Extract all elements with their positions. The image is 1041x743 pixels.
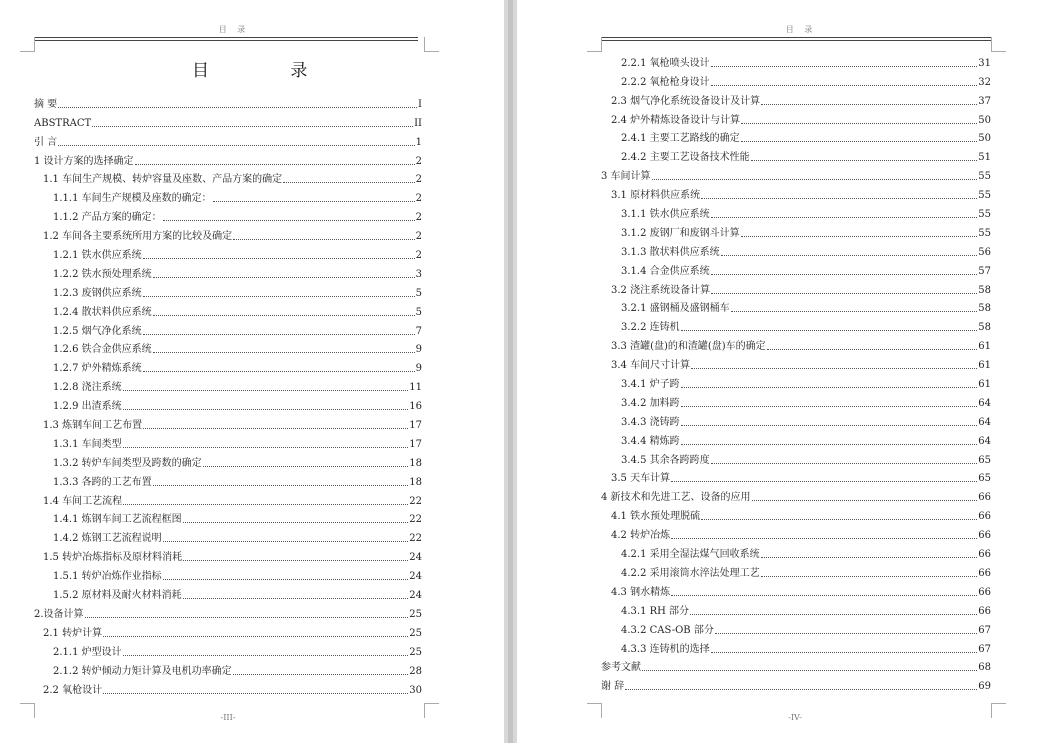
dot-leader (153, 352, 415, 353)
toc-entry[interactable] (34, 583, 422, 602)
toc-entry-title: 3.2 浇注系统设备计算 (611, 284, 711, 296)
dot-leader (183, 598, 409, 599)
toc-entry[interactable] (601, 504, 991, 523)
toc-entry-title: 2.2.2 氧枪枪身设计 (621, 76, 710, 88)
dot-leader (681, 330, 978, 331)
toc-entry-page: 5 (415, 306, 422, 318)
corner-mark (20, 703, 35, 718)
toc-entry-page: 56 (978, 246, 991, 258)
toc-entry-page: 61 (978, 360, 991, 372)
toc-entry[interactable] (601, 89, 991, 108)
toc-entry[interactable] (34, 470, 422, 489)
toc-entry-page: 61 (978, 341, 991, 353)
dot-leader (741, 123, 977, 124)
dot-leader (143, 334, 415, 335)
dot-leader (761, 104, 977, 105)
dot-leader (731, 311, 978, 312)
toc-entry-title: 1.3.2 转炉车间类型及跨数的确定 (53, 457, 202, 469)
toc-entry-title: 2.设备计算 (34, 608, 84, 620)
toc-entry-page: 57 (978, 265, 991, 277)
toc-entry-title: 3.4.1 炉子跨 (621, 379, 680, 391)
dot-leader (681, 387, 978, 388)
toc-entry[interactable] (601, 334, 991, 353)
toc-entry-page: 55 (978, 209, 991, 221)
toc-entry-page: 22 (409, 533, 422, 545)
dot-leader (681, 425, 978, 426)
dot-leader (183, 522, 409, 523)
toc-entry[interactable] (34, 621, 422, 640)
toc-entry-title: 1.4 车间工艺流程 (43, 495, 123, 507)
corner-mark (587, 703, 602, 718)
corner-mark (424, 703, 439, 718)
toc-entry[interactable] (601, 391, 991, 410)
toc-entry-page: II (414, 117, 422, 129)
dot-leader (715, 633, 977, 634)
toc-entry[interactable] (34, 413, 422, 432)
dot-leader (701, 198, 977, 199)
corner-mark (991, 37, 1006, 52)
toc-entry-title: 3.1 原材料供应系统 (611, 190, 701, 202)
toc-entry-page: 18 (409, 476, 422, 488)
dot-leader (123, 504, 408, 505)
toc-entry-page: 2 (415, 193, 422, 205)
dot-leader (761, 576, 978, 577)
toc-entry-page: 9 (415, 344, 422, 356)
toc-entry-title: 谢 辞 (601, 681, 625, 693)
page-number-footer: -III- (220, 713, 236, 722)
toc-entry-page: 7 (415, 325, 422, 337)
toc-entry-title: 1.3 炼钢车间工艺布置 (43, 420, 143, 432)
dot-leader (203, 466, 409, 467)
dot-leader (135, 164, 415, 165)
toc-entry-page: 22 (409, 495, 422, 507)
left-page (0, 0, 504, 743)
toc-entry[interactable] (34, 375, 422, 394)
toc-entry[interactable] (34, 224, 422, 243)
toc-entry[interactable] (34, 168, 422, 187)
toc-entry[interactable] (34, 319, 422, 338)
dot-leader (767, 349, 978, 350)
toc-entry-title: 1.2.2 铁水预处理系统 (53, 268, 152, 280)
toc-entry-page: 58 (978, 284, 991, 296)
toc-entry-title: 4.3.1 RH 部分 (621, 605, 690, 617)
header-rule (601, 40, 991, 41)
toc-entry[interactable] (34, 489, 422, 508)
toc-entry-page: 66 (978, 511, 991, 523)
toc-entry-title: 1.1 车间生产规模、转炉容量及座数、产品方案的确定 (43, 174, 283, 186)
toc-entry-title: 3 车间计算 (601, 171, 651, 183)
toc-entry-title: 引 言 (34, 136, 58, 148)
toc-entry-page: 64 (978, 416, 991, 428)
toc-entry-page: 55 (978, 171, 991, 183)
dot-leader (58, 107, 417, 108)
toc-entry[interactable] (34, 205, 422, 224)
toc-entry[interactable] (34, 338, 422, 357)
toc-entry-page: 66 (978, 492, 991, 504)
corner-mark (991, 703, 1006, 718)
toc-entry-page: 65 (978, 454, 991, 466)
toc-entry[interactable] (34, 545, 422, 564)
toc-entry[interactable] (601, 580, 991, 599)
toc-entry-page: 2 (415, 174, 422, 186)
toc-entry[interactable] (601, 259, 991, 278)
toc-entry-page: 68 (978, 662, 991, 674)
toc-entry-page: 18 (409, 457, 422, 469)
toc-entry[interactable] (601, 372, 991, 391)
toc-entry-page: 24 (409, 590, 422, 602)
header-rule (34, 40, 418, 41)
toc-entry[interactable] (601, 467, 991, 486)
toc-entry-page: 17 (409, 438, 422, 450)
dot-leader (85, 617, 409, 618)
toc-entry[interactable] (601, 561, 991, 580)
toc-entry-title: 2.4 炉外精炼设备设计与计算 (611, 114, 741, 126)
scrollbar[interactable] (508, 0, 513, 743)
toc-entry[interactable] (601, 202, 991, 221)
header-rule (601, 37, 991, 38)
toc-entry[interactable] (34, 186, 422, 205)
dot-leader (143, 371, 415, 372)
toc-entry-title: 1.2.7 炉外精炼系统 (53, 363, 142, 375)
toc-entry[interactable] (34, 300, 422, 319)
toc-entry[interactable] (34, 678, 422, 697)
toc-entry-title: 1.1.2 产品方案的确定： (53, 212, 162, 224)
toc-entry-title: 3.2.1 盛钢桶及盛钢桶车 (621, 303, 730, 315)
toc-entry[interactable] (601, 637, 991, 656)
toc-entry[interactable] (601, 429, 991, 448)
dot-leader (143, 296, 415, 297)
toc-entry-page: 64 (978, 397, 991, 409)
toc-entry-title: 3.4.5 其余各跨跨度 (621, 454, 710, 466)
toc-entry[interactable] (601, 599, 991, 618)
toc-entry-title: 1.4.2 炼钢工艺流程说明 (53, 533, 162, 545)
toc-entry[interactable] (34, 111, 422, 130)
toc-entry-title: 1 设计方案的选择确定 (34, 155, 134, 167)
toc-entry[interactable] (34, 356, 422, 375)
toc-entry[interactable] (34, 243, 422, 262)
toc-entry-title: 2.2 氧枪设计 (43, 684, 103, 696)
dot-leader (625, 689, 977, 690)
toc-entry-page: 25 (409, 627, 422, 639)
toc-entry-page: 66 (978, 605, 991, 617)
toc-entry-title: 1.4.1 炼钢车间工艺流程框图 (53, 514, 182, 526)
toc-entry-page: 22 (409, 514, 422, 526)
toc-entry-page: 51 (978, 152, 991, 164)
toc-entry-title: 1.2.9 出渣系统 (53, 401, 122, 413)
toc-entry[interactable] (601, 315, 991, 334)
toc-entry-page: 55 (978, 227, 991, 239)
toc-entry-page: 66 (978, 586, 991, 598)
toc-entry-title: 2.1.1 炉型设计 (53, 646, 122, 658)
toc-entry[interactable] (601, 145, 991, 164)
dot-leader (642, 670, 977, 671)
toc-entry[interactable] (601, 108, 991, 127)
toc-entry[interactable] (601, 410, 991, 429)
toc-entry-title: 1.2.8 浇注系统 (53, 382, 122, 394)
dot-leader (652, 179, 978, 180)
toc-entry-page: 2 (415, 212, 422, 224)
toc-entry[interactable] (601, 164, 991, 183)
toc-entry[interactable] (601, 353, 991, 372)
toc-entry[interactable] (34, 659, 422, 678)
toc-entry-title: 2.4.1 主要工艺路线的确定 (621, 133, 740, 145)
dot-leader (103, 636, 408, 637)
dot-leader (123, 390, 409, 391)
dot-leader (123, 655, 409, 656)
toc-entry-page: 2 (415, 155, 422, 167)
toc-entry-page: 25 (409, 608, 422, 620)
toc-entry-title: 4.1 铁水预处理脱硫 (611, 511, 701, 523)
dot-leader (741, 141, 978, 142)
dot-leader (711, 274, 978, 275)
dot-leader (143, 428, 408, 429)
dot-leader (123, 409, 409, 410)
toc-entry-title: 3.1.4 合金供应系统 (621, 265, 710, 277)
toc-entry[interactable] (601, 656, 991, 675)
dot-leader (213, 201, 415, 202)
toc-entry[interactable] (34, 149, 422, 168)
dot-leader (711, 293, 977, 294)
toc-entry-title: 摘 要 (34, 98, 58, 110)
dot-leader (711, 66, 978, 67)
toc-entry-title: 1.5.1 转炉冶炼作业指标 (53, 571, 162, 583)
toc-entry-title: 3.4.2 加料跨 (621, 397, 680, 409)
toc-list (601, 51, 991, 693)
toc-entry-title: 1.2.3 废钢供应系统 (53, 287, 142, 299)
dot-leader (671, 481, 977, 482)
toc-entry-title: 3.1.3 散状料供应系统 (621, 246, 720, 258)
toc-entry-page: 55 (978, 190, 991, 202)
toc-entry-title: 1.3.1 车间类型 (53, 438, 122, 450)
dot-leader (163, 579, 409, 580)
toc-entry-title: 3.2.2 连铸机 (621, 322, 680, 334)
toc-entry-page: 24 (409, 571, 422, 583)
toc-entry[interactable] (34, 130, 422, 149)
corner-mark (587, 37, 602, 52)
dot-leader (103, 693, 408, 694)
dot-leader (691, 368, 977, 369)
corner-mark (20, 37, 35, 52)
toc-entry-title: 参考文献 (601, 662, 641, 674)
toc-entry-title: 4.3.2 CAS-OB 部分 (621, 624, 714, 636)
toc-entry-title: 1.2 车间各主要系统所用方案的比较及确定 (43, 231, 233, 243)
toc-entry[interactable] (34, 432, 422, 451)
toc-entry-page: 66 (978, 549, 991, 561)
corner-mark (424, 37, 439, 52)
toc-entry-title: 4.2 转炉冶炼 (611, 530, 671, 542)
toc-entry-page: 17 (409, 420, 422, 432)
toc-entry-page: 24 (409, 552, 422, 564)
toc-entry-title: 4 新技术和先进工艺、设备的应用 (601, 492, 751, 504)
dot-leader (711, 463, 978, 464)
toc-entry-title: 3.1.2 废钢厂和废钢斗计算 (621, 227, 740, 239)
toc-entry-title: 2.3 烟气净化系统设备设计及计算 (611, 95, 761, 107)
toc-entry[interactable] (34, 92, 422, 111)
toc-entry[interactable] (601, 618, 991, 637)
dot-leader (163, 220, 415, 221)
toc-entry[interactable] (34, 640, 422, 659)
toc-entry-page: 2 (415, 250, 422, 262)
toc-entry-title: 1.2.1 铁水供应系统 (53, 250, 142, 262)
toc-entry[interactable] (34, 602, 422, 621)
dot-leader (92, 126, 413, 127)
dot-leader (751, 160, 978, 161)
dot-leader (711, 652, 978, 653)
toc-entry[interactable] (601, 70, 991, 89)
toc-entry[interactable] (601, 221, 991, 240)
toc-entry[interactable] (601, 127, 991, 146)
toc-entry-title: 3.3 渣罐(盘)的和渣罐(盘)车的确定 (611, 341, 766, 353)
dot-leader (761, 557, 978, 558)
toc-entry-title: 4.3.3 连铸机的选择 (621, 643, 710, 655)
toc-entry-page: 58 (978, 322, 991, 334)
dot-leader (143, 258, 415, 259)
dot-leader (163, 541, 409, 542)
toc-entry-page: 58 (978, 303, 991, 315)
toc-entry-title: 2.2.1 氧枪喷头设计 (621, 57, 710, 69)
toc-entry[interactable] (601, 183, 991, 202)
dot-leader (153, 485, 409, 486)
toc-entry[interactable] (601, 674, 991, 693)
toc-entry-title: 2.1.2 转炉倾动力矩计算及电机功率确定 (53, 665, 232, 677)
toc-entry-title: 3.4.4 精炼跨 (621, 435, 680, 447)
toc-entry-page: 37 (978, 95, 991, 107)
toc-entry-page: 64 (978, 435, 991, 447)
toc-entry[interactable] (34, 394, 422, 413)
dot-leader (233, 674, 409, 675)
toc-entry-page: 66 (978, 530, 991, 542)
toc-entry-page: 2 (415, 231, 422, 243)
dot-leader (671, 538, 977, 539)
dot-leader (233, 239, 415, 240)
toc-entry-page: 28 (409, 665, 422, 677)
toc-title: 目 录 (192, 61, 346, 81)
dot-leader (123, 447, 409, 448)
toc-entry-page: 16 (409, 401, 422, 413)
toc-entry-title: 4.3 钢水精炼 (611, 586, 671, 598)
toc-entry-page: 50 (978, 114, 991, 126)
toc-entry-page: 1 (415, 136, 422, 148)
toc-entry-page: 32 (978, 76, 991, 88)
page-header: 目 录 (785, 25, 817, 34)
toc-entry-page: 50 (978, 133, 991, 145)
right-page (517, 0, 1041, 743)
dot-leader (671, 595, 977, 596)
toc-entry-title: 4.2.2 采用滚筒水淬法处理工艺 (621, 567, 760, 579)
toc-entry-page: 61 (978, 379, 991, 391)
dot-leader (721, 255, 978, 256)
dot-leader (752, 500, 978, 501)
toc-entry-title: 1.2.4 散状料供应系统 (53, 306, 152, 318)
toc-entry-page: 5 (415, 287, 422, 299)
toc-entry[interactable] (601, 297, 991, 316)
toc-entry-title: 2.1 转炉计算 (43, 627, 103, 639)
header-rule (34, 37, 418, 38)
dot-leader (681, 406, 978, 407)
toc-entry-title: 3.4 车间尺寸计算 (611, 360, 691, 372)
dot-leader (58, 145, 414, 146)
toc-entry-page: 31 (978, 57, 991, 69)
toc-entry[interactable] (601, 542, 991, 561)
dot-leader (283, 182, 415, 183)
toc-entry[interactable] (34, 281, 422, 300)
toc-entry[interactable] (34, 451, 422, 470)
toc-entry-title: 1.1.1 车间生产规模及座数的确定： (53, 193, 212, 205)
dot-leader (690, 614, 977, 615)
toc-entry-page: 11 (409, 382, 422, 394)
dot-leader (183, 560, 408, 561)
toc-entry[interactable] (601, 51, 991, 70)
toc-entry-title: 1.2.5 烟气净化系统 (53, 325, 142, 337)
dot-leader (701, 519, 977, 520)
toc-entry[interactable] (601, 240, 991, 259)
toc-entry-page: 67 (978, 624, 991, 636)
toc-entry-title: 3.5 天车计算 (611, 473, 671, 485)
toc-entry-title: 4.2.1 采用全湿法煤气回收系统 (621, 549, 760, 561)
toc-entry[interactable] (601, 485, 991, 504)
toc-entry-title: 3.4.3 浇铸跨 (621, 416, 680, 428)
dot-leader (153, 315, 415, 316)
toc-entry[interactable] (34, 564, 422, 583)
toc-entry[interactable] (34, 526, 422, 545)
dot-leader (681, 444, 978, 445)
toc-entry-title: 1.5.2 原材料及耐火材料消耗 (53, 590, 182, 602)
toc-entry-title: 1.2.6 铁合金供应系统 (53, 344, 152, 356)
toc-entry-page: 9 (415, 363, 422, 375)
toc-entry-page: 69 (978, 681, 991, 693)
toc-entry-page: 25 (409, 646, 422, 658)
toc-entry[interactable] (34, 262, 422, 281)
toc-entry[interactable] (34, 508, 422, 527)
dot-leader (711, 217, 978, 218)
toc-list (34, 92, 422, 697)
toc-entry-title: 3.1.1 铁水供应系统 (621, 209, 710, 221)
toc-entry-page: I (418, 98, 422, 110)
page-header: 目 录 (218, 25, 250, 34)
toc-entry[interactable] (601, 278, 991, 297)
dot-leader (741, 236, 978, 237)
toc-entry-title: 1.5 转炉冶炼指标及原材料消耗 (43, 552, 183, 564)
toc-entry-page: 3 (415, 268, 422, 280)
dot-leader (153, 277, 415, 278)
toc-entry-title: 2.4.2 主要工艺设备技术性能 (621, 152, 750, 164)
toc-entry-page: 65 (978, 473, 991, 485)
dot-leader (711, 85, 978, 86)
toc-entry-title: 1.3.3 各跨的工艺布置 (53, 476, 152, 488)
page-number-footer: -IV- (788, 713, 802, 722)
toc-entry-title: ABSTRACT (34, 117, 92, 129)
toc-entry-page: 67 (978, 643, 991, 655)
toc-entry-page: 30 (409, 684, 422, 696)
toc-entry[interactable] (601, 448, 991, 467)
toc-entry[interactable] (601, 523, 991, 542)
toc-entry-page: 66 (978, 567, 991, 579)
